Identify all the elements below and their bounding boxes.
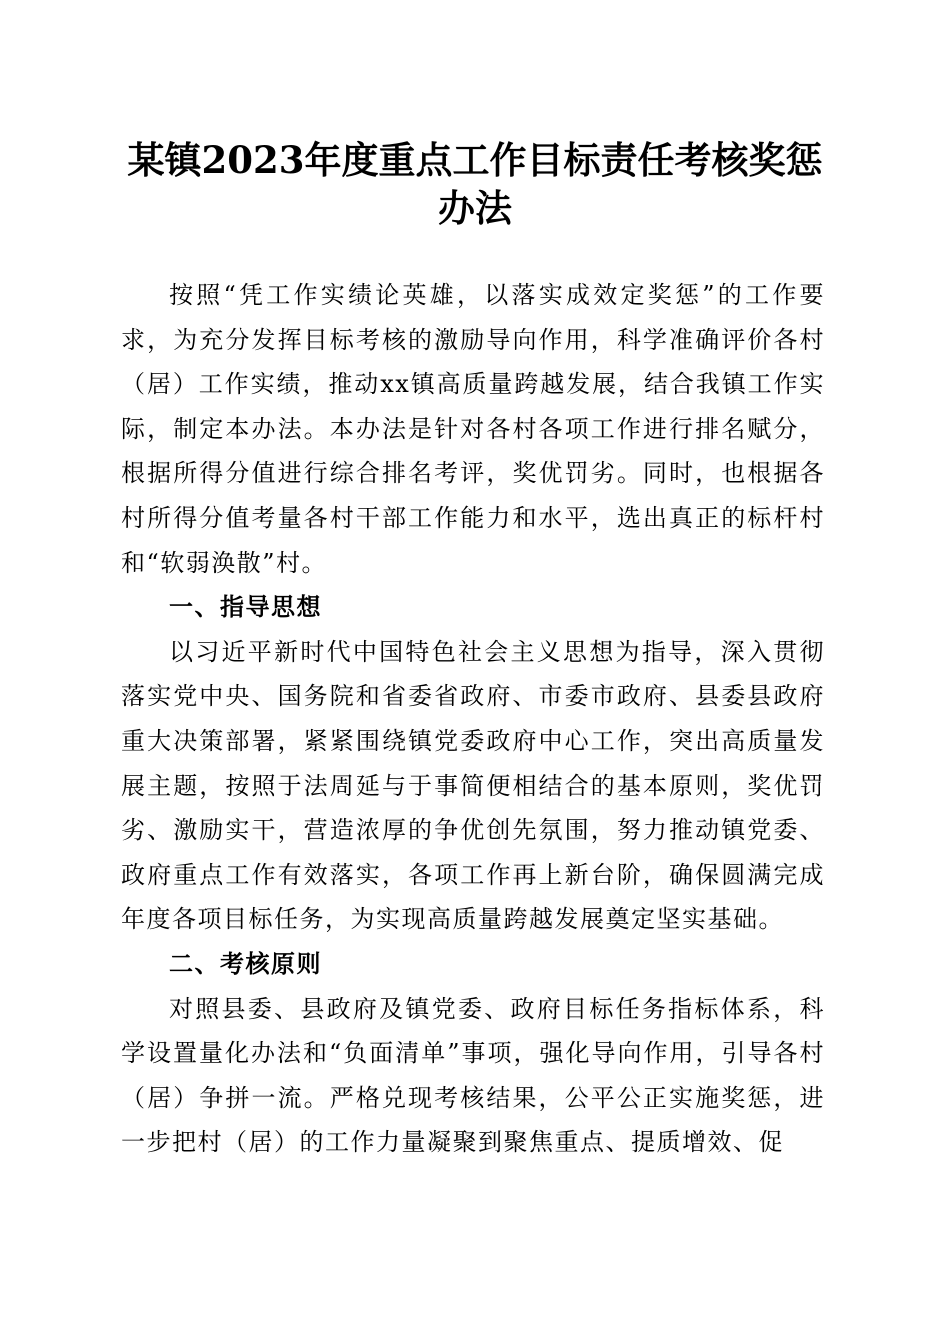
document-body [121, 273, 825, 1165]
section-heading-guiding-ideology: 一、指导思想 [169, 593, 322, 622]
section-paragraph-guiding-ideology: 以习近平新时代中国特色社会主义思想为指导，深入贯彻落实党中央、国务院和省委省政府、市委市政府、县委县政府重大决策部署，紧紧围绕镇党委政府中心工作，突出高质量发展主题，按照于法周延与于事简便相结合的基本原则，奖优罚劣、激励实干，营造浓厚的争优创先氛围，努力推动镇党委、政府重点工作有效落实，各项工作再上新台阶，确保圆满完成年度各项目标任务，为实现高质量跨越发展奠定坚实基础。 [121, 637, 825, 934]
section-paragraph-assessment-principles: 对照县委、县政府及镇党委、政府目标任务指标体系，科学设置量化办法和“负面清单”事项，强化导向作用，引导各村（居）争拼一流。严格兑现考核结果，公平公正实施奖惩，进一步把村（居）的工作力量凝聚到聚焦重点、提质增效、促 [121, 994, 825, 1157]
intro-paragraph: 按照“凭工作实绩论英雄，以落实成效定奖惩”的工作要求，为充分发挥目标考核的激励导向作用，科学准确评价各村（居）工作实绩，推动xx镇高质量跨越发展，结合我镇工作实际，制定本办法。本办法是针对各村各项工作进行排名赋分，根据所得分值进行综合排名考评，奖优罚劣。同时，也根据各村所得分值考量各村干部工作能力和水平，选出真正的标杆村和“软弱涣散”村。 [121, 281, 825, 577]
section-heading-assessment-principles: 二、考核原则 [169, 949, 322, 978]
document-title: 某镇2023年度重点工作目标责任考核奖惩办法 [127, 138, 823, 230]
